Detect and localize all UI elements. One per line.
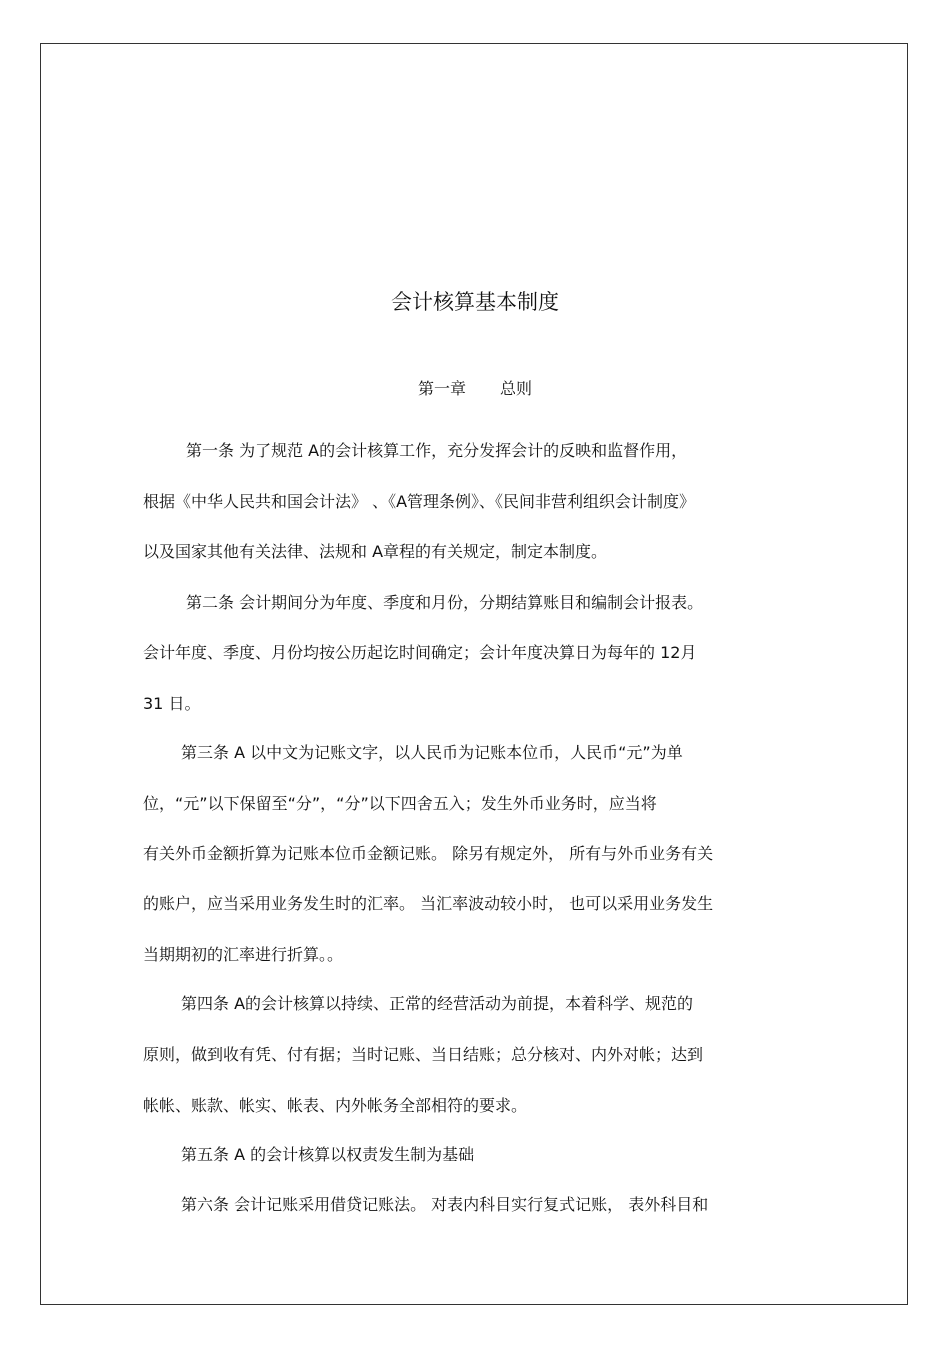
article-3-line-5: 当期期初的汇率进行折算。。 xyxy=(143,945,344,964)
article-4-line-1: 第四条 A的会计核算以持续、正常的经营活动为前提，本着科学、规范的 xyxy=(181,994,694,1013)
article-4-line-2: 原则，做到收有凭、付有据；当时记账、当日结账；总分核对、内外对帐；达到 xyxy=(143,1045,704,1064)
article-3-line-3: 有关外币金额折算为记账本位币金额记账。 除另有规定外， 所有与外币业务有关 xyxy=(143,844,714,863)
article-1-line-3: 以及国家其他有关法律、法规和 A章程的有关规定，制定本制度。 xyxy=(143,542,608,561)
article-2-line-2: 会计年度、季度、月份均按公历起讫时间确定；会计年度决算日为每年的 12月 xyxy=(143,643,697,662)
article-2-line-3: 31 日。 xyxy=(143,694,201,713)
article-3-line-1: 第三条 A 以中文为记账文字，以人民币为记账本位币，人民币“元”为单 xyxy=(181,743,683,762)
chapter-heading xyxy=(0,377,950,401)
article-6-line-1: 第六条 会计记账采用借贷记账法。 对表内科目实行复式记账， 表外科目和 xyxy=(181,1195,709,1214)
chapter-number: 第一章 xyxy=(417,379,466,398)
article-2-line-1: 第二条 会计期间分为年度、季度和月份，分期结算账目和编制会计报表。 xyxy=(186,593,704,612)
article-3-line-2: 位，“元”以下保留至“分”，“分”以下四舍五入；发生外币业务时，应当将 xyxy=(143,794,657,813)
article-5-line-1: 第五条 A 的会计核算以权责发生制为基础 xyxy=(181,1145,475,1164)
article-1-line-2: 根据《中华人民共和国会计法》 、《A管理条例》、《民间非营利组织会计制度》 xyxy=(143,492,696,511)
article-3-line-4: 的账户，应当采用业务发生时的汇率。 当汇率波动较小时， 也可以采用业务发生 xyxy=(143,894,714,913)
document-title: 会计核算基本制度 xyxy=(391,290,559,314)
article-4-line-3: 帐帐、账款、帐实、帐表、内外帐务全部相符的要求。 xyxy=(143,1096,528,1115)
article-1-line-1: 第一条 为了规范 A的会计核算工作，充分发挥会计的反映和监督作用， xyxy=(186,441,688,460)
chapter-name: 总则 xyxy=(500,379,533,398)
